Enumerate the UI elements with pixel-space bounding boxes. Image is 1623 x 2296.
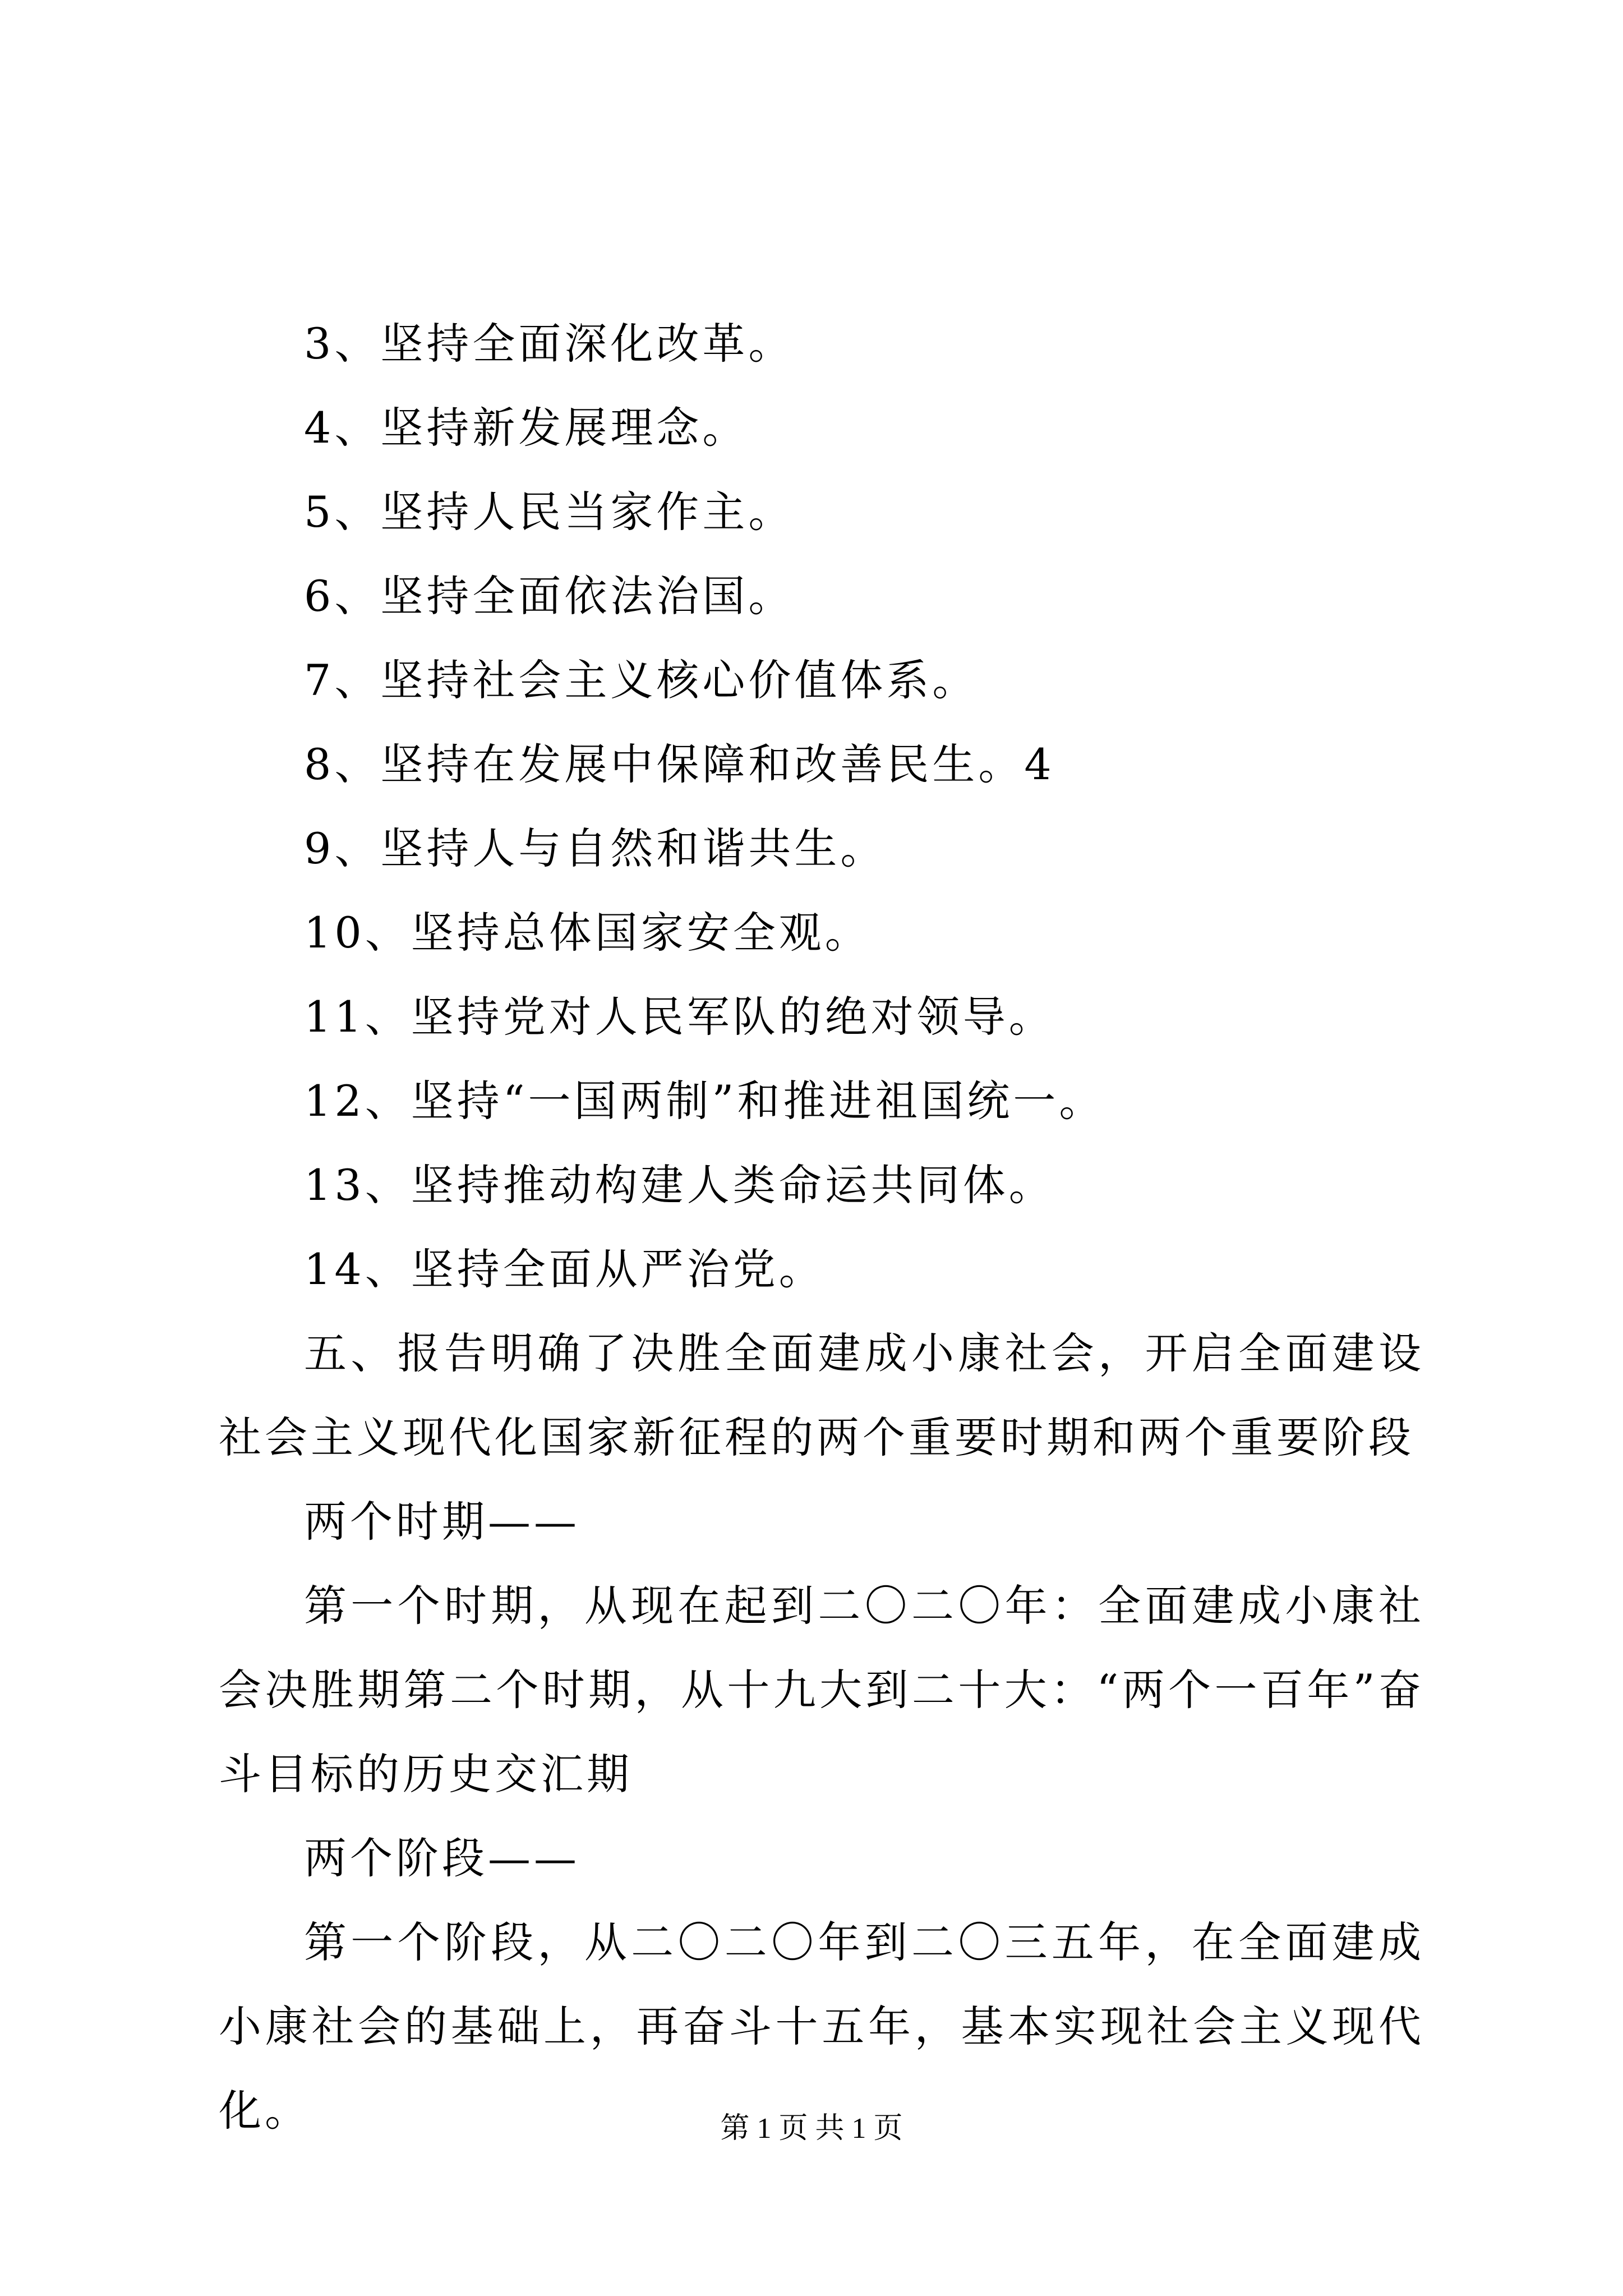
document-body	[219, 302, 1424, 2153]
section-five-paragraph: 五、报告明确了决胜全面建成小康社会，开启全面建设社会主义现代化国家新征程的两个重要时期和两个重要阶段	[219, 1328, 1424, 1462]
list-item: 12、坚持“一国两制”和推进祖国统一。	[304, 1076, 1105, 1126]
stages-heading: 两个阶段——	[304, 1833, 580, 1883]
list-item: 3、坚持全面深化改革。	[304, 319, 795, 369]
list-item: 9、坚持人与自然和谐共生。	[304, 823, 887, 873]
page-footer: 第 1 页 共 1 页	[720, 2113, 903, 2145]
list-item: 4、坚持新发展理念。	[304, 403, 749, 453]
list-item: 7、坚持社会主义核心价值体系。	[304, 655, 979, 705]
list-item: 6、坚持全面依法治国。	[304, 571, 795, 621]
list-item: 14、坚持全面从严治党。	[304, 1244, 825, 1294]
list-item: 5、坚持人民当家作主。	[304, 487, 795, 537]
list-item: 8、坚持在发展中保障和改善民生。4	[304, 739, 1055, 789]
stages-paragraph: 第一个阶段，从二〇二〇年到二〇三五年，在全面建成小康社会的基础上，再奋斗十五年，基本实现社会主义现代化。	[219, 1917, 1424, 2136]
periods-paragraph: 第一个时期，从现在起到二〇二〇年：全面建成小康社会决胜期第二个时期，从十九大到二十大：“两个一百年”奋斗目标的历史交汇期	[219, 1581, 1424, 1799]
list-item: 13、坚持推动构建人类命运共同体。	[304, 1160, 1055, 1210]
list-item: 10、坚持总体国家安全观。	[304, 908, 871, 958]
list-item: 11、坚持党对人民军队的绝对领导。	[304, 992, 1055, 1042]
periods-heading: 两个时期——	[304, 1497, 580, 1547]
